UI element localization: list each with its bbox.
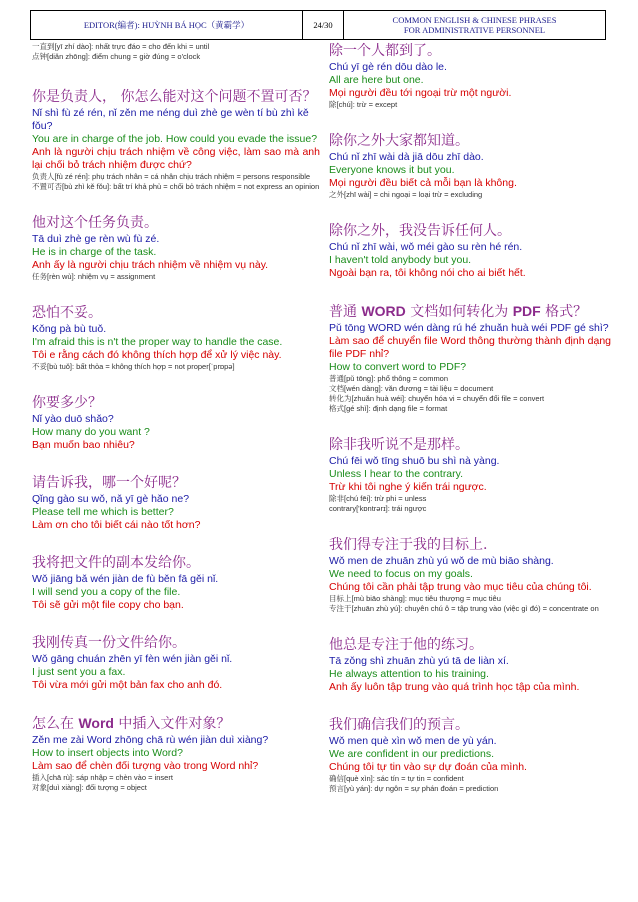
phrase-entry [32,214,320,282]
pinyin-line: Kǒng pà bù tuǒ. [32,323,107,335]
phrase-entry [32,714,320,793]
english-translation: How to convert word to PDF? [329,361,467,373]
chinese-phrase: 除一个人都到了。 [329,43,441,59]
english-translation: Everyone knows it but you. [329,164,455,176]
pinyin-line: Nǐ yào duō shǎo? [32,413,114,425]
left-column [32,42,320,793]
chinese-phrase: 我将把文件的副本发给你。 [32,555,200,571]
vocab-note: 目标上[mù biāo shàng]: mục tiêu thượng = mục tiêu [329,594,501,603]
document-title [344,11,605,39]
pinyin-line: Wǒ jiāng bǎ wén jiàn de fù běn fā gěi nǐ. [32,573,219,585]
vietnamese-translation: Anh là người chịu trách nhiệm về công việc, làm sao mà anh lại chối bỏ trách nhiệm được chứ? [32,146,320,171]
english-translation: We are confident in our predictions. [329,748,494,760]
vietnamese-translation: Mọi người đều tới ngoại trừ một người. [329,87,512,99]
chinese-phrase [329,302,611,322]
pinyin-line: Wǒ men de zhuān zhù yú wǒ de mù biāo shàng. [329,555,554,567]
english-translation: I just sent you a fax. [32,666,126,678]
right-column [329,42,611,794]
pinyin-line: Nǐ shì fù zé rén, nǐ zěn me néng duì zhè ge wèn tí bù zhì kě fǒu? [32,107,309,132]
english-translation: Unless I hear to the contrary. [329,468,464,480]
english-translation: We need to focus on my goals. [329,568,473,580]
chinese-phrase: 我们得专注于我的目标上. [329,537,488,553]
english-translation: He is in charge of the task. [32,246,157,258]
english-translation: Please tell me which is better? [32,506,174,518]
chinese-phrase: 除你之外大家都知道。 [329,133,469,149]
chinese-phrase: 你要多少？ [32,395,102,411]
pinyin-line: Chú fēi wǒ tīng shuō bu shì nà yàng. [329,455,500,467]
vietnamese-translation: Tôi e rằng cách đó không thích hợp để xử lý việc này. [32,349,282,361]
english-translation: You are in charge of the job. How could you evade the issue? [32,133,318,145]
english-translation: All are here but one. [329,74,424,86]
phrase-entry [32,394,320,452]
vocab-note: 负责人[fù zé rén]: phụ trách nhân = cá nhân chịu trách nhiệm = persons responsible [32,172,311,181]
vocab-note: 除非[chú fēi]: trừ phi = unless [329,494,427,503]
chinese-phrase-english-word: WORD [361,303,406,319]
document-title-line-1: COMMON ENGLISH & CHINESE PHRASES [392,15,557,25]
pinyin-line: Chú nǐ zhī wài, wǒ méi gào su rèn hé rén. [329,241,523,253]
vietnamese-translation: Tôi vừa mới gửi một bản fax cho anh đó. [32,679,223,691]
vietnamese-translation: Bạn muốn bao nhiêu? [32,439,135,451]
chinese-phrase: 他对这个任务负责。 [32,215,158,231]
vietnamese-translation: Làm sao để chuyển file Word thông thường thành định dạng file PDF nhỉ? [329,335,611,360]
english-translation: He always attention to his training. [329,668,489,680]
chinese-phrase: 除你之外，我没告诉任何人。 [329,223,511,239]
english-translation: I haven't told anybody but you. [329,254,472,266]
vocab-note: 普通[pǔ tōng]: phổ thông = common [329,374,449,383]
phrase-entry [329,132,611,200]
phrase-entry [329,716,611,794]
pinyin-line: Chú yī gè rén dōu dào le. [329,61,447,73]
vocab-note: 专注于[zhuān zhù yú]: chuyên chú ô = tập trung vào (việc gì đó) = concentrate on [329,604,599,613]
editor-label: EDITOR(编者): HUỲNH BÁ HỌC（黄霸学） [31,11,303,39]
vocab-note: 之外[zhī wài] = chi ngoại = loại trừ = excluding [329,190,483,199]
vietnamese-translation: Trừ khi tôi nghe ý kiến trái ngược. [329,481,487,493]
chinese-phrase-part: 文档如何转化为 [405,304,513,320]
pinyin-line: Pǔ tōng WORD wén dàng rú hé zhuǎn huà wéi PDF gé shì? [329,322,609,334]
pinyin-line: Zěn me zài Word zhōng chā rù wén jiàn duì xiàng? [32,734,269,746]
page-number: 24/30 [303,11,344,39]
pinyin-line: Wǒ gāng chuán zhēn yī fèn wén jiàn gěi nǐ. [32,653,233,665]
vocab-note: 点钟[diǎn zhōng]: điểm chung = giờ đúng = o'clock [32,52,201,61]
vietnamese-translation: Làm ơn cho tôi biết cái nào tốt hơn? [32,519,201,531]
vocab-note: 一直到[yī zhí dào]: nhất trực đáo = cho đến khi = until [32,42,210,51]
pinyin-line: Chú nǐ zhī wài dà jiā dōu zhī dào. [329,151,484,163]
phrase-entry [32,474,320,532]
pinyin-line: Wǒ men què xìn wǒ men de yù yán. [329,735,497,747]
phrase-entry [329,42,611,110]
vocab-note: 格式[gé shì]: định dạng file = format [329,404,448,413]
chinese-phrase-part: 怎么在 [32,716,79,732]
phrase-entry [32,88,320,192]
vocab-note: 除[chú]: trừ = except [329,100,398,109]
phrase-entry [329,222,611,280]
phrase-entry [32,554,320,612]
chinese-phrase-part: 普通 [329,304,362,320]
vietnamese-translation: Anh ấy luôn tập trung vào quá trình học tập của mình. [329,681,580,693]
chinese-phrase-english-word: Word [78,715,114,731]
vietnamese-translation: Mọi người đều biết cả mỗi bạn là không. [329,177,517,189]
phrase-entry [329,436,611,514]
document-title-line-2: FOR ADMINISTRATIVE PERSONNEL [403,25,546,35]
phrase-entry [32,304,320,372]
pinyin-line: Tā duì zhè ge rèn wù fù zé. [32,233,160,245]
pinyin-line: Tā zǒng shì zhuān zhù yú tā de liàn xí. [329,655,509,667]
vietnamese-translation: Làm sao để chèn đối tượng vào trong Word nhỉ? [32,760,259,772]
chinese-phrase: 请告诉我，哪一个好呢？ [32,475,186,491]
vietnamese-translation: Chúng tôi tự tin vào sự dự đoán của mình. [329,761,527,773]
vocab-note: 不妥[bù tuǒ]: bất thỏa = không thích hợp = not proper[ˈprɒpə] [32,362,235,371]
vocab-note: 预言[yù yán]: dự ngôn = sự phán đoán = prediction [329,784,499,793]
english-translation: I will send you a copy of the file. [32,586,181,598]
vietnamese-translation: Tôi sẽ gửi một file copy cho bạn. [32,599,184,611]
chinese-phrase: 恐怕不妥。 [32,305,102,321]
page-header [30,10,606,40]
chinese-phrase: 我们确信我们的预言。 [329,717,469,733]
english-translation: I'm afraid this is n't the proper way to handle the case. [32,336,283,348]
chinese-phrase: 他总是专注于他的练习。 [329,637,483,653]
chinese-phrase: 除非我听说不是那样。 [329,437,469,453]
chinese-phrase-english-word: PDF [512,303,541,319]
chinese-phrase-part: 格式？ [540,304,588,320]
phrase-entry [329,636,611,694]
vietnamese-translation: Ngoài bạn ra, tôi không nói cho ai biết hết. [329,267,526,279]
english-translation: How to insert objects into Word? [32,747,183,759]
chinese-phrase-part: 中插入文件对象？ [113,716,231,732]
chinese-phrase: 我刚传真一份文件给你。 [32,635,186,651]
chinese-phrase [32,714,320,734]
vocab-note: 文档[wén dàng]: văn đương = tài liệu = document [329,384,494,393]
english-translation: How many do you want ? [32,426,150,438]
vocab-note: 对象[duì xiàng]: đối tượng = object [32,783,147,792]
vocab-note: contrary['kɒntrərɪ]: trái ngược [329,504,427,513]
vocab-note: 任务[rèn wù]: nhiệm vụ = assignment [32,272,156,281]
vocab-note: 插入[chā rù]: sáp nhập = chèn vào = insert [32,773,173,782]
pinyin-line: Qǐng gào su wǒ, nǎ yī gè hǎo ne? [32,493,190,505]
vietnamese-translation: Chúng tôi cần phải tập trung vào mục tiêu của chúng tôi. [329,581,592,593]
phrase-entry [329,536,611,614]
vocab-note: 不置可否[bù zhì kě fǒu]: bất trí khả phủ = chối bỏ trách nhiệm = not express an opinion [32,182,320,191]
chinese-phrase: 你是负责人， 你怎么能对这个问题不置可否？ [32,89,317,105]
vocab-note: 确信[què xìn]: sác tín = tự tin = confident [329,774,464,783]
vietnamese-translation: Anh ấy là người chịu trách nhiệm về nhiệm vụ này. [32,259,269,271]
phrase-entry [329,302,611,414]
vocab-note: 转化为[zhuǎn huà wéi]: chuyển hóa vi = chuyển đổi file = convert [329,394,545,403]
phrase-entry [32,634,320,692]
